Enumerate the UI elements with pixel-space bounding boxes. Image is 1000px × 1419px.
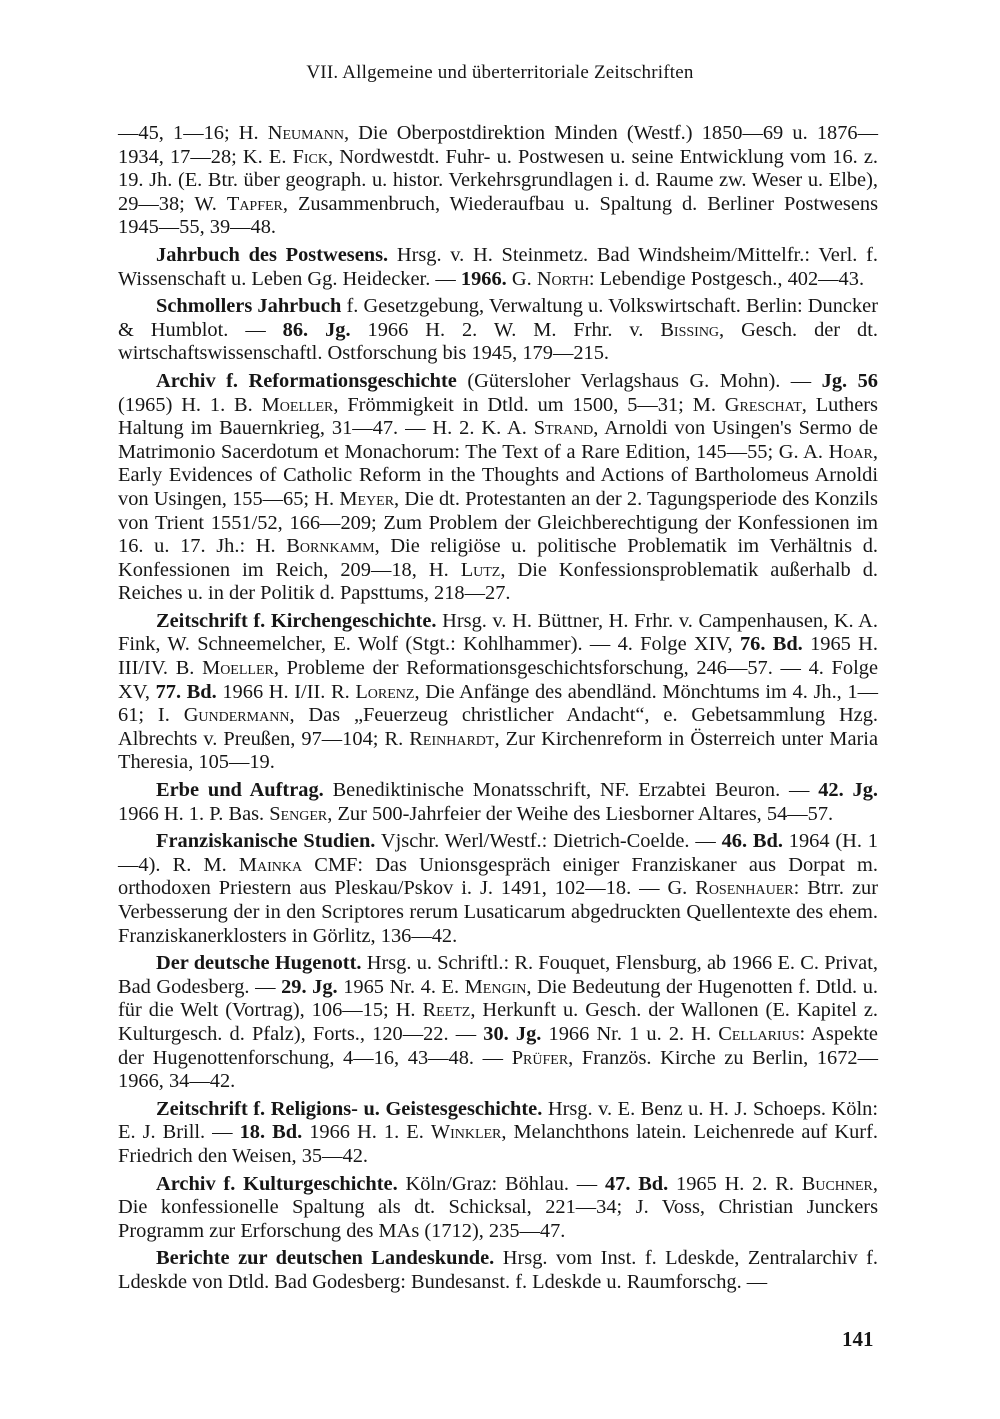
running-head: VII. Allgemeine und überterritoriale Zeitschriften [306, 62, 694, 83]
author-name: Moeller [202, 657, 274, 680]
bibliography-entry [118, 122, 878, 240]
author-name: Neumann [267, 122, 344, 144]
entry-text: : Lebendige Postgesch., 402—43. [588, 267, 865, 290]
journal-title: 30. Jg. [483, 1022, 542, 1045]
entry-text: 1966 Nr. 1 u. 2. H. [541, 1022, 719, 1045]
entry-text: Hrsg. v. H. Büttner, H. Frhr. v. Campenhausen, K. A. Fink, W. Schneemelcher, E. Wolf (Stgt.: Kohlhammer). — 4. Folge XIV, [118, 609, 878, 656]
author-name: Moeller [261, 393, 334, 416]
bibliography-entry [118, 830, 878, 948]
author-name: Hoar [828, 440, 873, 463]
author-name: Mengin [464, 975, 527, 998]
bibliography-entry [118, 779, 878, 826]
entry-text: 1965 H. III/IV. B. [118, 633, 878, 680]
entry-text: Hrsg. v. E. Benz u. H. J. Schoeps. Köln: E. J. Brill. — [118, 1097, 878, 1144]
entry-text: 1965 Nr. 4. E. [337, 975, 465, 998]
journal-title: 42. Jg. [818, 779, 878, 802]
author-name: Gundermann [183, 704, 290, 727]
entry-text: , Arnoldi von Usingen's Sermo de Matrimonio Sacerdotum et Monachorum: The Text of a Rare Edition, 145—55; G. A. [118, 417, 878, 463]
entry-text: (Gütersloher Verlagshaus G. Mohn). — [456, 369, 822, 392]
entry-text: , Nordwestdt. Fuhr- u. Postwesen u. seine Entwicklung vom 16. z. 19. Jh. (E. Btr. über geograph. u. histor. Verkehrsgrundlagen i. d. Raume zw. Weser u. Elbe), 29—38; W. [118, 145, 879, 215]
entry-text: , Zusammenbruch, Wiederaufbau u. Spaltung d. Berliner Postwesens 1945—55, 39—48. [118, 192, 879, 239]
bibliography-entry [118, 370, 878, 606]
entry-text: , Die Bedeutung der Hugenotten f. Dtld. u. für die Welt (Vortrag), 106—15; H. [118, 975, 879, 1022]
entry-text: f. Gesetzgebung, Verwaltung u. Volkswirtschaft. Berlin: Duncker & Humblot. — [118, 295, 878, 341]
entry-text: , Zur Kirchenreform in Österreich unter Maria Theresia, 105—19. [118, 727, 878, 774]
entry-text: , Die religiöse u. politische Problematik im Verhältnis d. Konfessionen im Reich, 209—18, H. [118, 535, 878, 581]
author-name: Strand [533, 417, 594, 440]
author-name: Tapfer [226, 192, 283, 215]
entry-text: 1966 H. 1. P. Bas. [118, 802, 270, 825]
entry-text: , Frömmigkeit in Dtld. um 1500, 5—31; M. [333, 393, 725, 416]
journal-title: Zeitschrift f. Religions- u. Geistesgeschichte. [156, 1097, 543, 1120]
entry-text: Benediktinische Monatsschrift, NF. Erzabtei Beuron. — [323, 779, 819, 802]
entry-text: —45, 1—16; H. [118, 122, 268, 144]
journal-title: Jahrbuch des Postwesens. [156, 243, 389, 266]
author-name: Meyer [339, 487, 395, 510]
bibliography-entry [118, 1173, 878, 1244]
entry-text: , Probleme der Reformationsgeschichtsforschung, 246—57. — 4. Folge XV, [118, 657, 878, 703]
author-name: Buchner [801, 1172, 873, 1195]
journal-title: 76. Bd. [739, 633, 803, 656]
entry-text: , Die konfessionelle Spaltung als dt. Schicksal, 221—34; J. Voss, Christian Junckers Programm zur Erforschung des MAs (1712), 235—47. [118, 1172, 879, 1242]
author-name: Greschat [724, 393, 802, 416]
entry-text: 1964 (H. 1—4). R. M. [118, 830, 879, 876]
entry-text: Hrsg. u. Schriftl.: R. Fouquet, Flensburg, ab 1966 E. C. Privat, Bad Godesberg. — [118, 952, 878, 998]
journal-title: Jg. 56 [821, 369, 878, 392]
body-text [118, 122, 878, 1299]
entry-text: Vjschr. Werl/Westf.: Dietrich-Coelde. — [375, 830, 722, 853]
entry-text: , Gesch. der dt. wirtschaftswissenschaftl. Ostforschung bis 1945, 179—215. [118, 318, 878, 365]
author-name: Fick [292, 145, 328, 168]
entry-text: , Die dt. Protestanten an der 2. Tagungsperiode des Konzils von Trient 1551/52, 166—209; Zum Problem der Gleichberechtigung der Konfessionen im 16. u. 17. Jh.: H. [118, 487, 878, 558]
journal-title: Archiv f. Reformationsgeschichte [156, 369, 457, 392]
author-name: Rosenhauer [695, 877, 794, 900]
journal-title: Zeitschrift f. Kirchengeschichte. [156, 609, 437, 632]
entry-text: , Französ. Kirche zu Berlin, 1672—1966, 34—42. [118, 1046, 878, 1093]
entry-text: 1966 H. I/II. R. [216, 680, 356, 703]
journal-title: 29. Jg. [281, 975, 338, 998]
entry-text: , Luthers Haltung im Bauernkrieg, 31—47. — H. 2. K. A. [118, 393, 878, 440]
bibliography-entry [118, 610, 878, 775]
journal-title: 1966. [460, 267, 507, 290]
entry-text: , Herkunft u. Gesch. der Wallonen (E. Kapitel z. Kulturgesch. d. Pfalz), Forts., 120—22. — [118, 999, 878, 1045]
page-number: 141 [842, 1327, 874, 1351]
journal-title: Schmollers Jahrbuch [156, 295, 342, 318]
entry-text: CMF: Das Unionsgespräch einiger Franziskaner aus Dorpat m. orthodoxen Priestern aus Pleskau/Pskov i. J. 1491, 102—18. — G. [118, 853, 878, 900]
author-name: North [536, 267, 589, 290]
bibliography-entry [118, 244, 878, 291]
entry-text: (1965) H. 1. B. [118, 393, 262, 416]
entry-text: Hrsg. vom Inst. f. Ldeskde, Zentralarchiv f. Ldeskde von Dtld. Bad Godesberg: Bundesanst. f. Ldeskde u. Raumforschg. — [118, 1247, 878, 1293]
entry-text: 1966 H. 1. E. [302, 1121, 431, 1144]
author-name: Lorenz [355, 680, 415, 703]
author-name: Lutz [460, 558, 501, 581]
journal-title: Franziskanische Studien. [156, 830, 376, 853]
bibliography-entry [118, 295, 878, 366]
author-name: Reetz [422, 999, 471, 1022]
author-name: Cellarius [718, 1022, 800, 1045]
author-name: Winkler [430, 1121, 502, 1144]
author-name: Reinhardt [409, 727, 495, 750]
journal-title: Erbe und Auftrag. [156, 779, 324, 802]
journal-title: Der deutsche Hugenott. [156, 952, 362, 975]
entry-text: , Melanchthons latein. Leichenrede auf Kurf. Friedrich den Weisen, 35—42. [118, 1121, 878, 1167]
entry-text: : Btrr. zur Verbesserung der in den Scriptores rerum Lusaticarum abgedruckten Quellentexte des ehem. Franziskanerklosters in Görlitz, 136—42. [118, 877, 879, 947]
entry-text: Köln/Graz: Böhlau. — [397, 1172, 605, 1195]
entry-text: , Die Anfänge des abendländ. Mönchtums im 4. Jh., 1—61; I. [118, 680, 878, 727]
author-name: Mainka [238, 853, 303, 876]
bibliography-entry [118, 1247, 878, 1294]
journal-title: 86. Jg. [282, 318, 351, 341]
author-name: Prüfer [511, 1046, 569, 1069]
author-name: Bornkamm [286, 535, 375, 558]
bibliography-entry [118, 1098, 878, 1169]
entry-text: , Early Evidences of Catholic Reform in the Thoughts and Actions of Bartholomeus Arnoldi von Usingen, 155—65; H. [118, 440, 878, 510]
entry-text: 1965 H. 2. R. [668, 1172, 802, 1195]
entry-text: 1966 H. 2. W. M. Frhr. v. [350, 318, 661, 341]
journal-title: Berichte zur deutschen Landeskunde. [156, 1247, 495, 1270]
entry-text: , Zur 500-Jahrfeier der Weihe des Liesborner Altares, 54—57. [327, 802, 834, 825]
author-name: Bissing [660, 318, 720, 341]
entry-text: G. [506, 267, 537, 290]
entry-text: , Das „Feuerzeug christlicher Andacht“, e. Gebetsammlung Hzg. Albrechts v. Preußen, 97—104; R. [118, 704, 879, 750]
journal-title: 47. Bd. [604, 1172, 669, 1195]
journal-title: 77. Bd. [155, 680, 217, 703]
entry-text: Hrsg. v. H. Steinmetz. Bad Windsheim/Mittelfr.: Verl. f. Wissenschaft u. Leben Gg. Heidecker. — [118, 243, 878, 290]
journal-title: Archiv f. Kulturgeschichte. [156, 1172, 398, 1195]
entry-text: : Aspekte der Hugenottenforschung, 4—16, 43—48. — [118, 1022, 878, 1069]
entry-text: , Die Konfessionsproblematik außerhalb d. Reiches u. in der Politik d. Papsttums, 218—27. [118, 558, 878, 605]
bibliography-entry [118, 952, 878, 1094]
journal-title: 18. Bd. [239, 1121, 303, 1144]
entry-text: , Die Oberpostdirektion Minden (Westf.) 1850—69 u. 1876—1934, 17—28; K. E. [118, 122, 878, 168]
author-name: Senger [269, 802, 328, 825]
journal-title: 46. Bd. [721, 830, 783, 853]
